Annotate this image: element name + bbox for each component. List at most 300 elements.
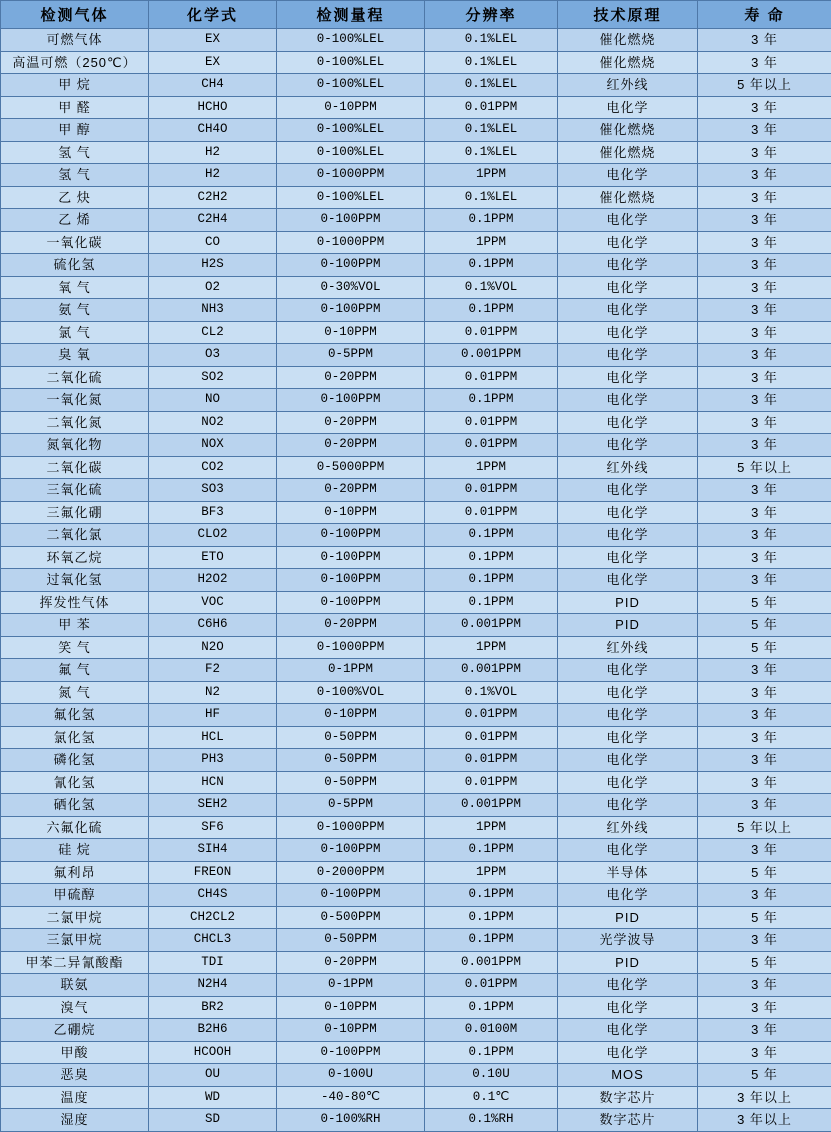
cell-range: 0-1000PPM	[277, 231, 425, 254]
cell-range: 0-30%VOL	[277, 276, 425, 299]
cell-formula: ETO	[149, 546, 277, 569]
cell-gas: 二氧化氮	[1, 411, 149, 434]
cell-lifetime: 3 年	[698, 434, 831, 457]
cell-range: 0-10PPM	[277, 1019, 425, 1042]
cell-resolution: 0.1PPM	[425, 546, 558, 569]
cell-range: 0-50PPM	[277, 771, 425, 794]
cell-lifetime: 3 年	[698, 254, 831, 277]
cell-principle: 电化学	[558, 231, 698, 254]
column-header-gas: 检测气体	[1, 1, 149, 29]
cell-lifetime: 3 年	[698, 479, 831, 502]
cell-lifetime: 5 年以上	[698, 456, 831, 479]
cell-lifetime: 3 年	[698, 996, 831, 1019]
cell-gas: 挥发性气体	[1, 591, 149, 614]
cell-principle: 电化学	[558, 501, 698, 524]
cell-gas: 氨 气	[1, 299, 149, 322]
column-header-formula: 化学式	[149, 1, 277, 29]
cell-formula: O3	[149, 344, 277, 367]
cell-lifetime: 3 年	[698, 929, 831, 952]
cell-lifetime: 5 年以上	[698, 74, 831, 97]
cell-range: 0-100%RH	[277, 1109, 425, 1132]
cell-gas: 氢 气	[1, 164, 149, 187]
cell-principle: 电化学	[558, 1019, 698, 1042]
cell-range: 0-50PPM	[277, 929, 425, 952]
column-header-lifetime: 寿 命	[698, 1, 831, 29]
cell-resolution: 0.1%RH	[425, 1109, 558, 1132]
cell-gas: 磷化氢	[1, 749, 149, 772]
cell-lifetime: 3 年	[698, 974, 831, 997]
cell-formula: BR2	[149, 996, 277, 1019]
cell-range: 0-10PPM	[277, 704, 425, 727]
cell-principle: 电化学	[558, 659, 698, 682]
table-row	[1, 186, 831, 209]
cell-range: 0-500PPM	[277, 906, 425, 929]
table-row	[1, 456, 831, 479]
cell-range: 0-100%LEL	[277, 186, 425, 209]
cell-gas: 氰化氢	[1, 771, 149, 794]
table-row	[1, 344, 831, 367]
cell-principle: 电化学	[558, 546, 698, 569]
cell-principle: 数字芯片	[558, 1109, 698, 1132]
cell-lifetime: 3 年以上	[698, 1109, 831, 1132]
column-header-principle: 技术原理	[558, 1, 698, 29]
cell-resolution: 0.1%LEL	[425, 186, 558, 209]
cell-principle: 催化燃烧	[558, 141, 698, 164]
cell-range: 0-20PPM	[277, 411, 425, 434]
cell-lifetime: 3 年	[698, 141, 831, 164]
cell-formula: VOC	[149, 591, 277, 614]
cell-resolution: 0.1%VOL	[425, 681, 558, 704]
cell-lifetime: 3 年	[698, 726, 831, 749]
cell-lifetime: 5 年	[698, 951, 831, 974]
cell-principle: 电化学	[558, 704, 698, 727]
cell-formula: WD	[149, 1086, 277, 1109]
cell-lifetime: 3 年	[698, 749, 831, 772]
cell-formula: F2	[149, 659, 277, 682]
cell-principle: 电化学	[558, 366, 698, 389]
cell-lifetime: 3 年	[698, 411, 831, 434]
table-row	[1, 996, 831, 1019]
cell-range: 0-10PPM	[277, 321, 425, 344]
cell-gas: 二氧化氯	[1, 524, 149, 547]
cell-resolution: 0.1PPM	[425, 884, 558, 907]
cell-gas: 一氧化碳	[1, 231, 149, 254]
cell-gas: 笑 气	[1, 636, 149, 659]
cell-formula: SO3	[149, 479, 277, 502]
cell-lifetime: 3 年	[698, 389, 831, 412]
cell-lifetime: 3 年	[698, 884, 831, 907]
cell-lifetime: 3 年	[698, 299, 831, 322]
cell-resolution: 0.1PPM	[425, 1041, 558, 1064]
cell-formula: CH4	[149, 74, 277, 97]
cell-range: 0-5PPM	[277, 344, 425, 367]
cell-resolution: 0.1PPM	[425, 839, 558, 862]
table-row	[1, 524, 831, 547]
cell-gas: 可燃气体	[1, 29, 149, 52]
cell-range: 0-1000PPM	[277, 636, 425, 659]
cell-principle: 电化学	[558, 884, 698, 907]
cell-principle: 电化学	[558, 411, 698, 434]
cell-lifetime: 3 年	[698, 524, 831, 547]
cell-gas: 甲硫醇	[1, 884, 149, 907]
cell-resolution: 0.01PPM	[425, 321, 558, 344]
table-row	[1, 839, 831, 862]
cell-lifetime: 3 年	[698, 29, 831, 52]
table-row	[1, 231, 831, 254]
cell-formula: TDI	[149, 951, 277, 974]
cell-formula: H2O2	[149, 569, 277, 592]
table-header	[1, 1, 831, 29]
cell-gas: 乙硼烷	[1, 1019, 149, 1042]
cell-resolution: 0.01PPM	[425, 366, 558, 389]
cell-range: 0-100U	[277, 1064, 425, 1087]
cell-gas: 湿度	[1, 1109, 149, 1132]
cell-formula: C6H6	[149, 614, 277, 637]
cell-formula: BF3	[149, 501, 277, 524]
cell-resolution: 0.1PPM	[425, 209, 558, 232]
cell-formula: SF6	[149, 816, 277, 839]
cell-resolution: 0.1%LEL	[425, 119, 558, 142]
cell-principle: 电化学	[558, 344, 698, 367]
cell-gas: 二氧化碳	[1, 456, 149, 479]
cell-resolution: 0.001PPM	[425, 794, 558, 817]
cell-resolution: 0.01PPM	[425, 726, 558, 749]
cell-gas: 恶臭	[1, 1064, 149, 1087]
cell-principle: 电化学	[558, 996, 698, 1019]
cell-principle: 电化学	[558, 974, 698, 997]
cell-principle: 电化学	[558, 681, 698, 704]
cell-gas: 甲 烷	[1, 74, 149, 97]
cell-principle: 电化学	[558, 794, 698, 817]
cell-lifetime: 3 年	[698, 209, 831, 232]
cell-principle: 电化学	[558, 1041, 698, 1064]
table-row	[1, 1041, 831, 1064]
cell-gas: 乙 烯	[1, 209, 149, 232]
cell-resolution: 0.1%VOL	[425, 276, 558, 299]
cell-gas: 臭 氧	[1, 344, 149, 367]
cell-range: 0-100%VOL	[277, 681, 425, 704]
table-row	[1, 479, 831, 502]
cell-resolution: 0.1PPM	[425, 591, 558, 614]
cell-gas: 环氧乙烷	[1, 546, 149, 569]
cell-principle: 红外线	[558, 636, 698, 659]
cell-resolution: 0.1%LEL	[425, 74, 558, 97]
cell-principle: 电化学	[558, 771, 698, 794]
cell-range: 0-100%LEL	[277, 141, 425, 164]
cell-formula: NOX	[149, 434, 277, 457]
cell-resolution: 0.1PPM	[425, 569, 558, 592]
cell-gas: 氮氧化物	[1, 434, 149, 457]
cell-range: 0-100PPM	[277, 546, 425, 569]
cell-lifetime: 5 年	[698, 591, 831, 614]
cell-principle: 红外线	[558, 456, 698, 479]
cell-lifetime: 3 年	[698, 366, 831, 389]
cell-range: 0-1000PPM	[277, 164, 425, 187]
cell-formula: HCN	[149, 771, 277, 794]
table-row	[1, 501, 831, 524]
cell-resolution: 0.10U	[425, 1064, 558, 1087]
table-row	[1, 794, 831, 817]
cell-principle: PID	[558, 591, 698, 614]
table-row	[1, 749, 831, 772]
cell-resolution: 0.1PPM	[425, 929, 558, 952]
cell-resolution: 0.1PPM	[425, 254, 558, 277]
cell-resolution: 0.1%LEL	[425, 51, 558, 74]
cell-principle: 电化学	[558, 276, 698, 299]
cell-principle: MOS	[558, 1064, 698, 1087]
cell-formula: CL2	[149, 321, 277, 344]
cell-resolution: 1PPM	[425, 816, 558, 839]
cell-lifetime: 3 年	[698, 771, 831, 794]
cell-gas: 氟化氢	[1, 704, 149, 727]
cell-lifetime: 5 年	[698, 636, 831, 659]
table-row	[1, 974, 831, 997]
cell-formula: NH3	[149, 299, 277, 322]
table-row	[1, 1109, 831, 1132]
table-row	[1, 96, 831, 119]
cell-formula: CLO2	[149, 524, 277, 547]
cell-resolution: 0.01PPM	[425, 974, 558, 997]
cell-formula: CH4O	[149, 119, 277, 142]
table-row	[1, 636, 831, 659]
cell-gas: 氟 气	[1, 659, 149, 682]
cell-principle: 催化燃烧	[558, 186, 698, 209]
cell-lifetime: 3 年	[698, 839, 831, 862]
table-row	[1, 816, 831, 839]
cell-principle: PID	[558, 951, 698, 974]
cell-resolution: 0.01PPM	[425, 704, 558, 727]
cell-range: 0-100PPM	[277, 209, 425, 232]
cell-gas: 温度	[1, 1086, 149, 1109]
cell-principle: 电化学	[558, 389, 698, 412]
cell-principle: 光学波导	[558, 929, 698, 952]
table-row	[1, 546, 831, 569]
cell-range: 0-100PPM	[277, 389, 425, 412]
cell-lifetime: 3 年	[698, 659, 831, 682]
cell-range: 0-50PPM	[277, 726, 425, 749]
cell-principle: 电化学	[558, 209, 698, 232]
cell-resolution: 0.1PPM	[425, 389, 558, 412]
cell-range: 0-100%LEL	[277, 51, 425, 74]
cell-range: 0-20PPM	[277, 614, 425, 637]
table-row	[1, 591, 831, 614]
cell-principle: 电化学	[558, 726, 698, 749]
column-header-resolution: 分辨率	[425, 1, 558, 29]
cell-gas: 氟利昂	[1, 861, 149, 884]
cell-lifetime: 3 年	[698, 1041, 831, 1064]
table-row	[1, 704, 831, 727]
table-row	[1, 434, 831, 457]
cell-gas: 硫化氢	[1, 254, 149, 277]
cell-resolution: 0.01PPM	[425, 96, 558, 119]
cell-lifetime: 3 年	[698, 546, 831, 569]
table-row	[1, 299, 831, 322]
cell-resolution: 0.1PPM	[425, 299, 558, 322]
cell-range: 0-20PPM	[277, 951, 425, 974]
cell-range: 0-10PPM	[277, 996, 425, 1019]
cell-range: 0-100PPM	[277, 569, 425, 592]
cell-formula: H2	[149, 164, 277, 187]
column-header-range: 检测量程	[277, 1, 425, 29]
cell-principle: 电化学	[558, 96, 698, 119]
cell-gas: 氯 气	[1, 321, 149, 344]
cell-range: 0-2000PPM	[277, 861, 425, 884]
table-row	[1, 884, 831, 907]
cell-lifetime: 3 年	[698, 344, 831, 367]
cell-range: 0-10PPM	[277, 501, 425, 524]
cell-resolution: 0.01PPM	[425, 749, 558, 772]
cell-lifetime: 5 年	[698, 614, 831, 637]
cell-lifetime: 5 年	[698, 1064, 831, 1087]
cell-formula: NO2	[149, 411, 277, 434]
cell-range: 0-100%LEL	[277, 119, 425, 142]
cell-lifetime: 5 年以上	[698, 816, 831, 839]
cell-resolution: 0.1%LEL	[425, 141, 558, 164]
cell-lifetime: 3 年	[698, 119, 831, 142]
cell-lifetime: 3 年	[698, 51, 831, 74]
table-row	[1, 321, 831, 344]
cell-formula: SD	[149, 1109, 277, 1132]
cell-resolution: 0.01PPM	[425, 411, 558, 434]
cell-formula: B2H6	[149, 1019, 277, 1042]
cell-gas: 氢 气	[1, 141, 149, 164]
cell-gas: 联氨	[1, 974, 149, 997]
table-row	[1, 74, 831, 97]
cell-principle: 半导体	[558, 861, 698, 884]
cell-resolution: 0.001PPM	[425, 951, 558, 974]
cell-gas: 三氯甲烷	[1, 929, 149, 952]
cell-range: 0-10PPM	[277, 96, 425, 119]
cell-gas: 甲 醛	[1, 96, 149, 119]
cell-formula: OU	[149, 1064, 277, 1087]
table-row	[1, 119, 831, 142]
cell-formula: CH4S	[149, 884, 277, 907]
cell-lifetime: 3 年	[698, 794, 831, 817]
cell-lifetime: 3 年	[698, 501, 831, 524]
cell-principle: 电化学	[558, 299, 698, 322]
cell-range: 0-1000PPM	[277, 816, 425, 839]
cell-resolution: 1PPM	[425, 636, 558, 659]
cell-gas: 二氯甲烷	[1, 906, 149, 929]
table-row	[1, 276, 831, 299]
table-row	[1, 411, 831, 434]
cell-resolution: 0.1PPM	[425, 906, 558, 929]
cell-principle: 电化学	[558, 479, 698, 502]
cell-lifetime: 3 年	[698, 569, 831, 592]
cell-gas: 一氧化氮	[1, 389, 149, 412]
cell-resolution: 1PPM	[425, 164, 558, 187]
cell-formula: CO2	[149, 456, 277, 479]
cell-formula: CO	[149, 231, 277, 254]
cell-formula: HCL	[149, 726, 277, 749]
table-row	[1, 29, 831, 52]
cell-range: 0-5PPM	[277, 794, 425, 817]
cell-gas: 甲 苯	[1, 614, 149, 637]
cell-range: 0-100%LEL	[277, 74, 425, 97]
cell-principle: 数字芯片	[558, 1086, 698, 1109]
cell-gas: 甲苯二异氰酸酯	[1, 951, 149, 974]
cell-formula: EX	[149, 29, 277, 52]
cell-formula: CHCL3	[149, 929, 277, 952]
cell-range: 0-100PPM	[277, 254, 425, 277]
cell-resolution: 0.1℃	[425, 1086, 558, 1109]
cell-lifetime: 3 年	[698, 96, 831, 119]
cell-principle: 电化学	[558, 749, 698, 772]
cell-resolution: 0.01PPM	[425, 434, 558, 457]
cell-principle: 电化学	[558, 321, 698, 344]
cell-lifetime: 3 年	[698, 681, 831, 704]
cell-gas: 氯化氢	[1, 726, 149, 749]
cell-lifetime: 3 年	[698, 164, 831, 187]
cell-range: 0-100PPM	[277, 884, 425, 907]
cell-gas: 二氧化硫	[1, 366, 149, 389]
cell-gas: 三氧化硫	[1, 479, 149, 502]
cell-lifetime: 3 年	[698, 704, 831, 727]
cell-principle: 电化学	[558, 434, 698, 457]
cell-resolution: 0.01PPM	[425, 479, 558, 502]
cell-resolution: 0.1%LEL	[425, 29, 558, 52]
cell-gas: 三氟化硼	[1, 501, 149, 524]
cell-range: 0-100PPM	[277, 1041, 425, 1064]
cell-resolution: 0.01PPM	[425, 501, 558, 524]
cell-formula: H2	[149, 141, 277, 164]
cell-range: 0-20PPM	[277, 366, 425, 389]
table-row	[1, 1086, 831, 1109]
cell-formula: HF	[149, 704, 277, 727]
cell-range: -40-80℃	[277, 1086, 425, 1109]
cell-resolution: 0.001PPM	[425, 614, 558, 637]
cell-range: 0-20PPM	[277, 434, 425, 457]
cell-formula: O2	[149, 276, 277, 299]
cell-formula: SEH2	[149, 794, 277, 817]
cell-range: 0-50PPM	[277, 749, 425, 772]
table-row	[1, 1019, 831, 1042]
table-row	[1, 929, 831, 952]
table-row	[1, 771, 831, 794]
cell-range: 0-20PPM	[277, 479, 425, 502]
cell-resolution: 1PPM	[425, 231, 558, 254]
cell-gas: 硒化氢	[1, 794, 149, 817]
cell-lifetime: 5 年	[698, 861, 831, 884]
cell-principle: 电化学	[558, 524, 698, 547]
cell-range: 0-5000PPM	[277, 456, 425, 479]
cell-range: 0-1PPM	[277, 659, 425, 682]
cell-formula: N2H4	[149, 974, 277, 997]
cell-range: 0-100PPM	[277, 591, 425, 614]
cell-resolution: 1PPM	[425, 456, 558, 479]
cell-lifetime: 3 年	[698, 276, 831, 299]
cell-formula: PH3	[149, 749, 277, 772]
table-row	[1, 861, 831, 884]
table-row	[1, 366, 831, 389]
cell-lifetime: 3 年	[698, 321, 831, 344]
cell-formula: N2O	[149, 636, 277, 659]
cell-principle: 红外线	[558, 74, 698, 97]
cell-resolution: 0.001PPM	[425, 659, 558, 682]
table-row	[1, 659, 831, 682]
table-row	[1, 209, 831, 232]
cell-resolution: 0.001PPM	[425, 344, 558, 367]
cell-gas: 高温可燃（250℃）	[1, 51, 149, 74]
cell-lifetime: 3 年以上	[698, 1086, 831, 1109]
cell-formula: HCHO	[149, 96, 277, 119]
cell-principle: 催化燃烧	[558, 119, 698, 142]
cell-gas: 氮 气	[1, 681, 149, 704]
cell-lifetime: 3 年	[698, 1019, 831, 1042]
cell-resolution: 1PPM	[425, 861, 558, 884]
cell-resolution: 0.1PPM	[425, 524, 558, 547]
cell-formula: N2	[149, 681, 277, 704]
